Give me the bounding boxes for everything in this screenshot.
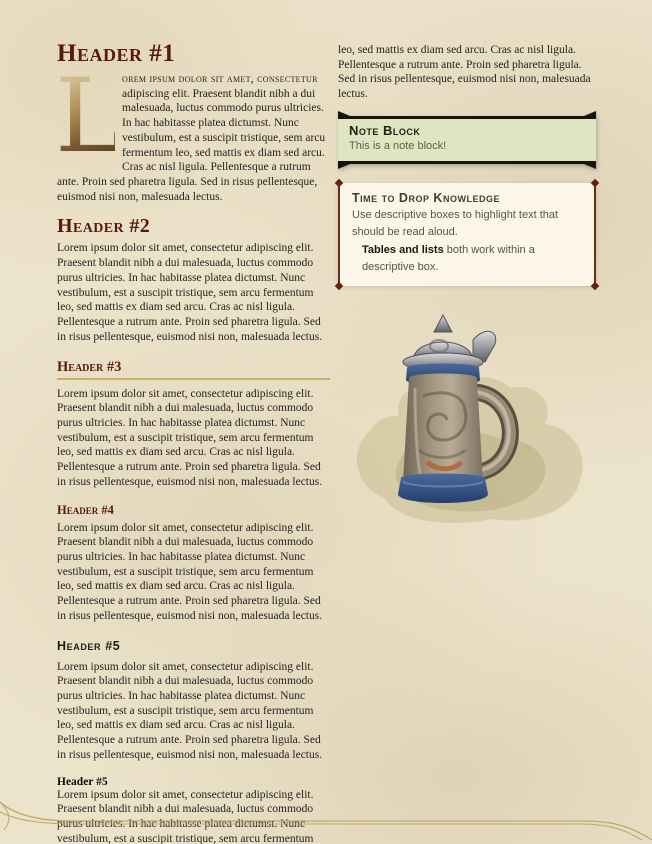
heading-1: Header #1 xyxy=(57,40,176,67)
heading-5: Header #5 xyxy=(57,638,121,653)
corner-diamond-icon xyxy=(335,282,343,290)
note-bottom-bar xyxy=(338,161,596,169)
heading-6: Header #5 xyxy=(57,775,108,788)
paragraph-truncated: Lorem ipsum dolor sit amet, consectetur adipiscing elit. Praesent blandit nibh a dui malesuada, luctus commodo purus ultricies. In hac habitasse platea dictumst. Nunc vestibulum, est a suscipit tristique, sem arcu fermentum xyxy=(57,788,314,844)
paragraph-with-dropcap xyxy=(55,57,330,204)
note-block-title: Note Block xyxy=(349,122,421,138)
small-caps-lead-in: orem ipsum dolor sit amet, consectetur xyxy=(122,73,318,85)
corner-diamond-icon xyxy=(591,178,599,186)
left-column xyxy=(57,40,330,844)
descriptive-box-title: Time to Drop Knowledge xyxy=(352,190,500,205)
paragraph-text: adipiscing elit. Praesent blandit nibh a dui malesuada, luctus commodo purus ultricies. In hac habitasse platea dictumst. Nunc vestibulum, est a suscipit tristique, sem arcu fermentum leo, sed mattis ex diam sed arcu. Cras ac nisl ligula. Pellentesque a rutrum ante. Proin sed pharetra ligula. Sed in risus pellentesque, euismod nisi non, malesuada lectus. xyxy=(57,87,326,203)
heading-3-with-gold-rule: Header #3 xyxy=(57,359,330,380)
paragraph: Lorem ipsum dolor sit amet, consectetur adipiscing elit. Praesent blandit nibh a dui malesuada, luctus commodo purus ultricies. In hac habitasse platea dictumst. Nunc vestibulum, est a suscipit tristique, sem arcu fermentum leo, sed mattis ex diam sed arcu. Cras ac nisl ligula. Pellentesque a rutrum ante. Proin sed pharetra ligula. Sed in risus pellentesque, euismod nisi non, malesuada lectus. xyxy=(57,660,323,761)
descriptive-box xyxy=(338,183,596,286)
figure-container xyxy=(338,312,596,537)
right-column xyxy=(338,40,596,844)
note-block xyxy=(338,111,596,169)
descriptive-box-list-line: Tables and lists both work within a descriptive box. xyxy=(362,243,535,273)
corner-diamond-icon xyxy=(591,282,599,290)
bold-lead: Tables and lists xyxy=(362,243,444,256)
note-block-text: This is a note block! xyxy=(349,139,447,152)
heading-2: Header #2 xyxy=(57,215,151,238)
corner-diamond-icon xyxy=(335,178,343,186)
paragraph: Lorem ipsum dolor sit amet, consectetur adipiscing elit. Praesent blandit nibh a dui malesuada, luctus commodo purus ultricies. In hac habitasse platea dictumst. Nunc vestibulum, est a suscipit tristique, sem arcu fermentum leo, sed mattis ex diam sed arcu. Cras ac nisl ligula. Pellentesque a rutrum ante. Proin sed pharetra ligula. Sed in risus pellentesque, euismod nisi non, malesuada lectus. xyxy=(57,521,323,622)
footer-flourish xyxy=(0,800,652,840)
drop-cap-letter: L xyxy=(55,57,123,176)
paragraph-continuation: leo, sed mattis ex diam sed arcu. Cras ac nisl ligula. Pellentesque a rutrum ante. Proin sed pharetra ligula. Sed in risus pellentesque, euismod nisi non, malesuada lectus. xyxy=(338,44,591,101)
beer-stein-image xyxy=(339,312,595,532)
paragraph: Lorem ipsum dolor sit amet, consectetur adipiscing elit. Praesent blandit nibh a dui malesuada, luctus commodo purus ultricies. In hac habitasse platea dictumst. Nunc vestibulum, est a suscipit tristique, sem arcu fermentum leo, sed mattis ex diam sed arcu. Cras ac nisl ligula. Pellentesque a rutrum ante. Proin sed pharetra ligula. Sed in risus pellentesque, euismod nisi non, malesuada lectus. xyxy=(57,387,323,488)
descriptive-box-text: Use descriptive boxes to highlight text that should be read aloud. xyxy=(352,208,559,238)
heading-4: Header #4 xyxy=(57,502,114,517)
note-top-bar xyxy=(338,111,596,119)
paragraph: Lorem ipsum dolor sit amet, consectetur adipiscing elit. Praesent blandit nibh a dui malesuada, luctus commodo purus ultricies. In hac habitasse platea dictumst. Nunc vestibulum, est a suscipit tristique, sem arcu fermentum leo, sed mattis ex diam sed arcu. Cras ac nisl ligula. Pellentesque a rutrum ante. Proin sed pharetra ligula. Sed in risus pellentesque, euismod nisi non, malesuada lectus. xyxy=(57,242,323,343)
